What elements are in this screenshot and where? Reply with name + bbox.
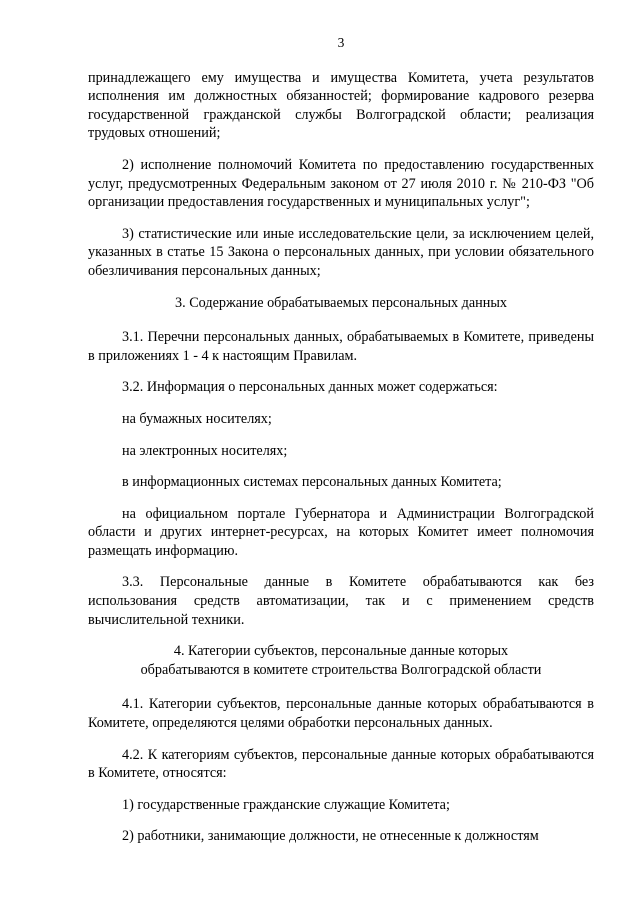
paragraph-civil-servants: 1) государственные гражданские служащие Комитета; xyxy=(122,796,450,813)
document-page xyxy=(88,34,594,859)
paragraph-3-1: 3.1. Перечни персональных данных, обрабатываемых в Комитете, приведены в приложениях 1 - 4 к настоящим Правилам. xyxy=(88,329,594,364)
paragraph-official-portal: на официальном портале Губернатора и Администрации Волгоградской области и других интернет-ресурсах, на которых Комитет имеет полномочия размещать информацию. xyxy=(88,505,594,559)
section-3-heading: 3. Содержание обрабатываемых персональных данных xyxy=(175,294,507,311)
paragraph-continuation: принадлежащего ему имущества и имущества Комитета, учета результатов исполнения им должностных обязанностей; формирование кадрового резерва государственной гражданской службы Волгоградской области; реализация трудовых отношений; xyxy=(88,69,594,142)
paragraph-4-1: 4.1. Категории субъектов, персональные данные которых обрабатываются в Комитете, определяются целями обработки персональных данных. xyxy=(88,696,594,732)
paragraph-item-3: 3) статистические или иные исследовательские цели, за исключением целей, указанных в статье 15 Закона о персональных данных, при условии обязательного обезличивания персональных данных; xyxy=(88,225,594,279)
section-4-heading-line-2: обрабатываются в комитете строительства Волгоградской области xyxy=(140,661,542,678)
paragraph-paper-media: на бумажных носителях; xyxy=(122,410,272,427)
page-number: 3 xyxy=(337,35,345,50)
paragraph-4-2: 4.2. К категориям субъектов, персональные данные которых обрабатываются в Комитете, относятся: xyxy=(88,746,594,782)
paragraph-3-2: 3.2. Информация о персональных данных может содержаться: xyxy=(122,379,498,396)
paragraph-item-2: 2) исполнение полномочий Комитета по предоставлению государственных услуг, предусмотренных Федеральным законом от 27 июля 2010 г. № 210-ФЗ "Об организации предоставления государственных и муниципальных услуг"; xyxy=(88,156,594,211)
section-4-heading-line-1: 4. Категории субъектов, персональные данные которых xyxy=(173,643,509,660)
section-4-heading xyxy=(88,642,594,679)
paragraph-information-systems: в информационных системах персональных данных Комитета; xyxy=(122,474,502,491)
paragraph-3-3: 3.3. Персональные данные в Комитете обрабатываются как без использования средств автоматизации, так и с применением средств вычислительной техники. xyxy=(88,574,594,628)
paragraph-electronic-media: на электронных носителях; xyxy=(122,442,288,459)
paragraph-employees: 2) работники, занимающие должности, не отнесенные к должностям xyxy=(122,828,539,845)
